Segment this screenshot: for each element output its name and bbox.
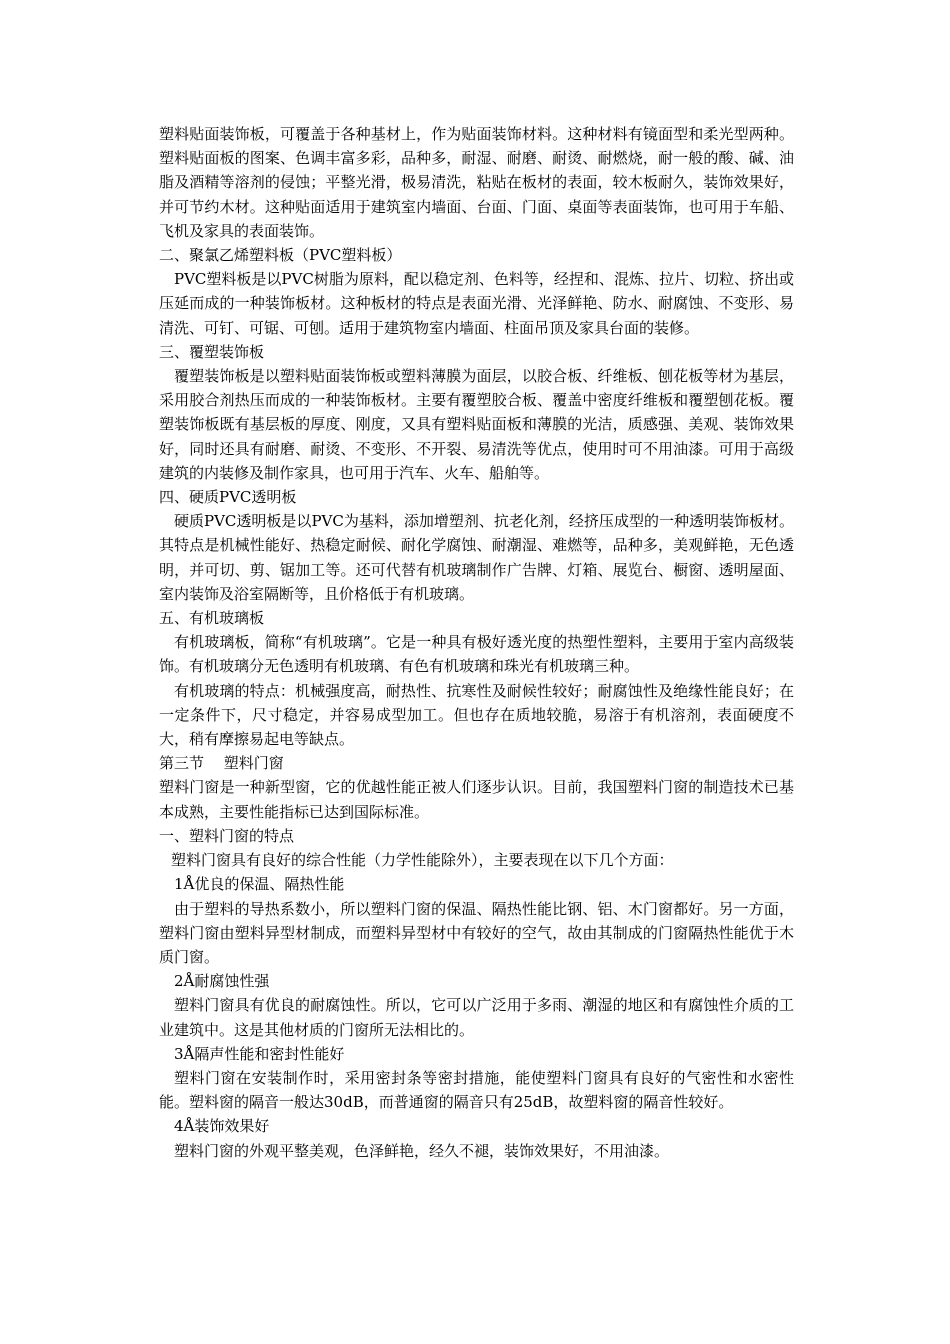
paragraph-corrosion-resistance: 塑料门窗具有优良的耐腐蚀性。所以，它可以广泛用于多雨、潮湿的地区和有腐蚀性介质的工业建筑中。这是其他材质的门窗所无法相比的。 (159, 996, 794, 1039)
heading-laminated-board: 三、覆塑装饰板 (159, 342, 265, 361)
subheading-corrosion-resistance: 2Å耐腐蚀性强 (174, 972, 270, 991)
paragraph-rigid-pvc-clear-board: 硬质PVC透明板是以PVC为基料，添加增塑剂、抗老化剂，经挤压成型的一种透明装饰板材。其特点是机械性能好、热稳定耐候、耐化学腐蚀、耐潮湿、难燃等，品种多，美观鲜艳，无色透明，并可切、剪、锯加工等。还可代替有机玻璃制作广告牌、灯箱、展览台、橱窗、透明屋面、室内装饰及浴室隔断等，且价格低于有机玻璃。 (159, 512, 794, 603)
heading-window-features: 一、塑料门窗的特点 (159, 826, 295, 845)
paragraph-acrylic-features: 有机玻璃的特点：机械强度高，耐热性、抗寒性及耐候性较好；耐腐蚀性及绝缘性能良好；在一定条件下，尺寸稳定，并容易成型加工。但也存在质地较脆，易溶于有机溶剂，表面硬度不大，稍有摩擦易起电等缺点。 (159, 681, 794, 749)
subheading-decoration: 4Å装饰效果好 (174, 1117, 270, 1136)
heading-acrylic-board: 五、有机玻璃板 (159, 609, 265, 628)
paragraph-plastic-windows-intro: 塑料门窗是一种新型窗，它的优越性能正被人们逐步认识。目前，我国塑料门窗的制造技术已基本成熟，主要性能指标已达到国际标准。 (159, 778, 794, 821)
subheading-sound-sealing: 3Å隔声性能和密封性能好 (174, 1044, 345, 1063)
heading-pvc-board: 二、聚氯乙烯塑料板（PVC塑料板） (159, 246, 402, 265)
paragraph-plastic-veneer-board: 塑料贴面装饰板，可覆盖于各种基材上，作为贴面装饰材料。这种材料有镜面型和柔光型两种。塑料贴面板的图案、色调丰富多彩，品种多，耐湿、耐磨、耐烫、耐燃烧，耐一般的酸、碱、油脂及酒精等溶剂的侵蚀；平整光滑，极易清洗，粘贴在板材的表面，较木板耐久，装饰效果好，并可节约木材。这种贴面适用于建筑室内墙面、台面、门面、桌面等表面装饰，也可用于车船、飞机及家具的表面装饰。 (159, 125, 794, 240)
heading-rigid-pvc-clear-board: 四、硬质PVC透明板 (159, 488, 297, 507)
paragraph-sound-sealing: 塑料门窗在安装制作时，采用密封条等密封措施，能使塑料门窗具有良好的气密性和水密性能。塑料窗的隔音一般达30dB，而普通窗的隔音只有25dB，故塑料窗的隔音性较好。 (159, 1068, 794, 1112)
paragraph-window-features-intro: 塑料门窗具有良好的综合性能（力学性能除外），主要表现在以下几个方面： (171, 851, 674, 870)
subheading-insulation: 1Å优良的保温、隔热性能 (174, 875, 345, 894)
paragraph-decoration: 塑料门窗的外观平整美观，色泽鲜艳，经久不褪，装饰效果好，不用油漆。 (174, 1141, 670, 1160)
paragraph-pvc-board: PVC塑料板是以PVC树脂为原料，配以稳定剂、色料等，经捏和、混炼、拉片、切粒、挤出或压延而成的一种装饰板材。这种板材的特点是表面光滑、光泽鲜艳、防水、耐腐蚀、不变形、易清洗、可钉、可锯、可刨。适用于建筑物室内墙面、柱面吊顶及家具台面的装修。 (159, 270, 794, 337)
paragraph-laminated-board: 覆塑装饰板是以塑料贴面装饰板或塑料薄膜为面层，以胶合板、纤维板、刨花板等材为基层，采用胶合剂热压而成的一种装饰板材。主要有覆塑胶合板、覆盖中密度纤维板和覆塑刨花板。覆塑装饰板既有基层板的厚度、刚度，又具有塑料贴面板和薄膜的光洁，质感强、美观、装饰效果好，同时还具有耐磨、耐烫、不变形、不开裂、易清洗等优点，使用时可不用油漆。可用于高级建筑的内装修及制作家具，也可用于汽车、火车、船舶等。 (159, 367, 794, 482)
section-heading-plastic-windows: 第三节 塑料门窗 (159, 754, 284, 773)
paragraph-insulation: 由于塑料的导热系数小，所以塑料门窗的保温、隔热性能比钢、铝、木门窗都好。另一方面，塑料门窗由塑料异型材制成，而塑料异型材中有较好的空气，故由其制成的门窗隔热性能优于木质门窗。 (159, 899, 794, 966)
paragraph-acrylic-intro: 有机玻璃板，简称“有机玻璃”。它是一种具有极好透光度的热塑性塑料，主要用于室内高级装饰。有机玻璃分无色透明有机玻璃、有色有机玻璃和珠光有机玻璃三种。 (159, 633, 794, 676)
